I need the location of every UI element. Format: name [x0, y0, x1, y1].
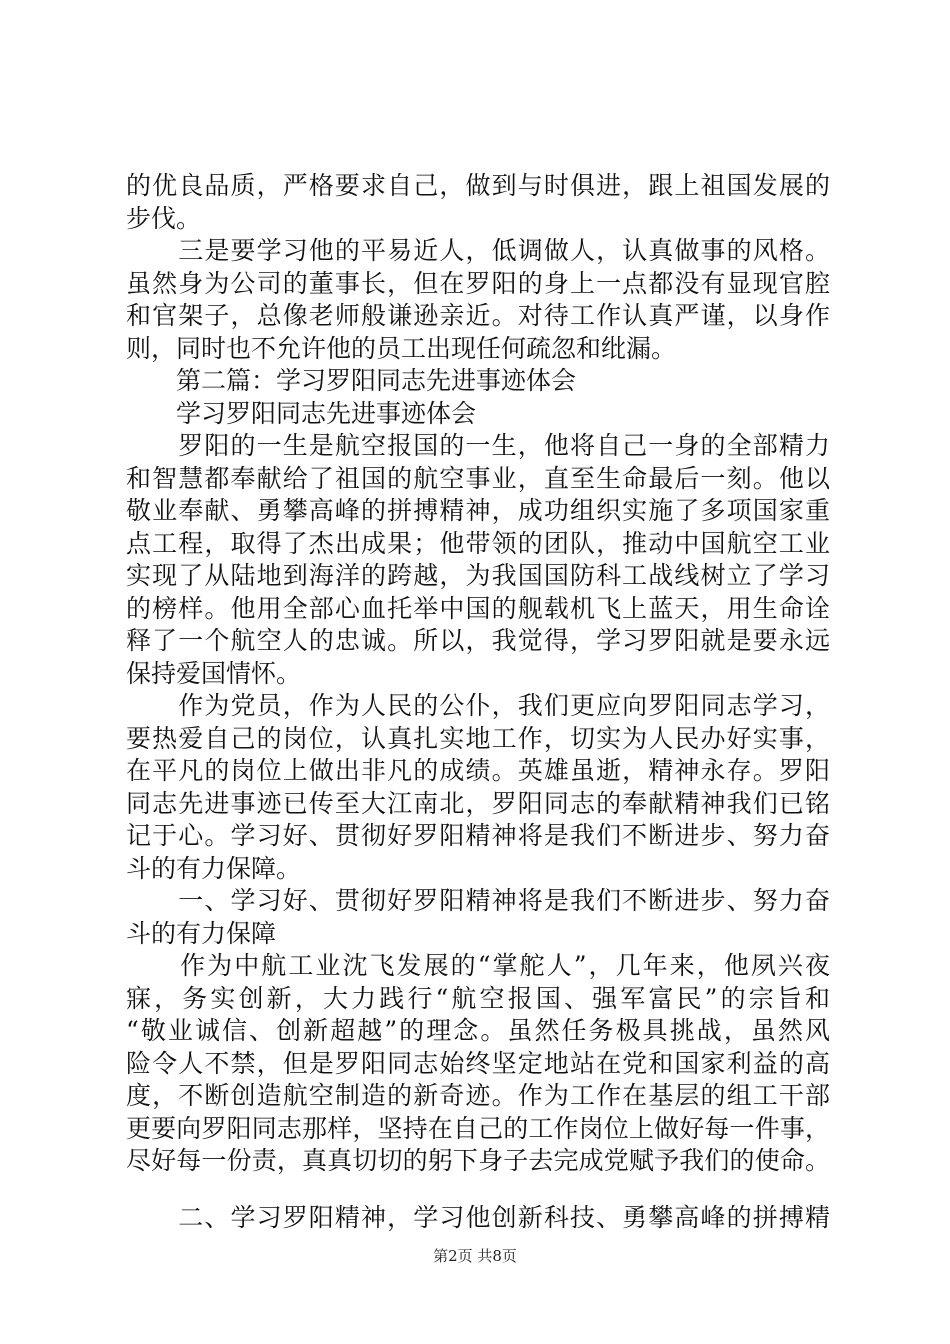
text-line: 的优良品质，严格要求自己，做到与时俱进，跟上祖国发展的: [126, 171, 830, 200]
text-line: 点工程，取得了杰出成果；他带领的团队，推动中国航空工业: [126, 528, 830, 558]
text-line: 尽好每一份责，真真切切的躬下身子去完成党赋予我们的使命。: [126, 1146, 830, 1175]
text-line: 则，同时也不允许他的员工出现任何疏忽和纰漏。: [126, 333, 677, 363]
text-line: 险令人不禁，但是罗阳同志始终坚定地站在党和国家利益的高: [126, 1048, 830, 1078]
paragraph-gap: [126, 1178, 830, 1202]
text-line: 三是要学习他的平易近人，低调做人，认真做事的风格。: [126, 236, 830, 265]
text-line: 度，不断创造航空制造的新奇迹。作为工作在基层的组工干部: [126, 1081, 830, 1110]
text-line: 一、学习好、贯彻好罗阳精神将是我们不断进步、努力奋: [126, 886, 830, 915]
text-line: 敬业奉献、勇攀高峰的拼搏精神，成功组织实施了多项国家重: [126, 496, 830, 525]
text-line: 寐，务实创新，大力践行“航空报国、强军富民”的宗旨和: [126, 983, 830, 1013]
text-line: 罗阳的一生是航空报国的一生，他将自己一身的全部精力: [126, 431, 830, 460]
text-line: 的榜样。他用全部心血托举中国的舰载机飞上蓝天，用生命诠: [126, 593, 830, 623]
text-line: 要热爱自己的岗位，认真扎实地工作，切实为人民办好实事，: [126, 723, 830, 753]
paragraph-lines: [126, 170, 830, 1178]
text-line: 作为中航工业沈飞发展的“掌舵人”，几年来，他夙兴夜: [126, 951, 830, 980]
text-line: 步伐。: [126, 203, 202, 233]
text-line: 第二篇：学习罗阳同志先进事迹体会: [126, 366, 577, 395]
text-line: 记于心。学习好、贯彻好罗阳精神将是我们不断进步、努力奋: [126, 821, 830, 850]
text-line: 斗的有力保障: [126, 918, 277, 948]
last-line: 二、学习罗阳精神，学习他创新科技、勇攀高峰的拼搏精: [126, 1202, 830, 1232]
text-line: 斗的有力保障。: [126, 853, 302, 883]
text-line: 作为党员，作为人民的公仆，我们更应向罗阳同志学习，: [126, 691, 830, 720]
text-line: 在平凡的岗位上做出非凡的成绩。英雄虽逝，精神永存。罗阳: [126, 756, 830, 785]
text-line: 保持爱国情怀。: [126, 658, 302, 688]
document-body: [126, 170, 830, 1234]
text-line: 释了一个航空人的忠诚。所以，我觉得，学习罗阳就是要永远: [126, 626, 830, 655]
page-number: 第2页 共8页: [433, 1247, 517, 1265]
text-line: 同志先进事迹已传至大江南北，罗阳同志的奉献精神我们已铭: [126, 788, 830, 818]
text-line: “敬业诚信、创新超越”的理念。虽然任务极具挑战，虽然风: [126, 1016, 830, 1045]
text-line: 实现了从陆地到海洋的跨越，为我国国防科工战线树立了学习: [126, 561, 830, 590]
text-line: 更要向罗阳同志那样，坚持在自己的工作岗位上做好每一件事，: [126, 1113, 830, 1143]
text-line: 和智慧都奉献给了祖国的航空事业，直至生命最后一刻。他以: [126, 463, 830, 493]
text-line: 和官架子，总像老师般谦逊亲近。对待工作认真严谨，以身作: [126, 301, 830, 330]
text-line: 学习罗阳同志先进事迹体会: [126, 398, 477, 428]
text-line: 虽然身为公司的董事长，但在罗阳的身上一点都没有显现官腔: [126, 268, 830, 298]
